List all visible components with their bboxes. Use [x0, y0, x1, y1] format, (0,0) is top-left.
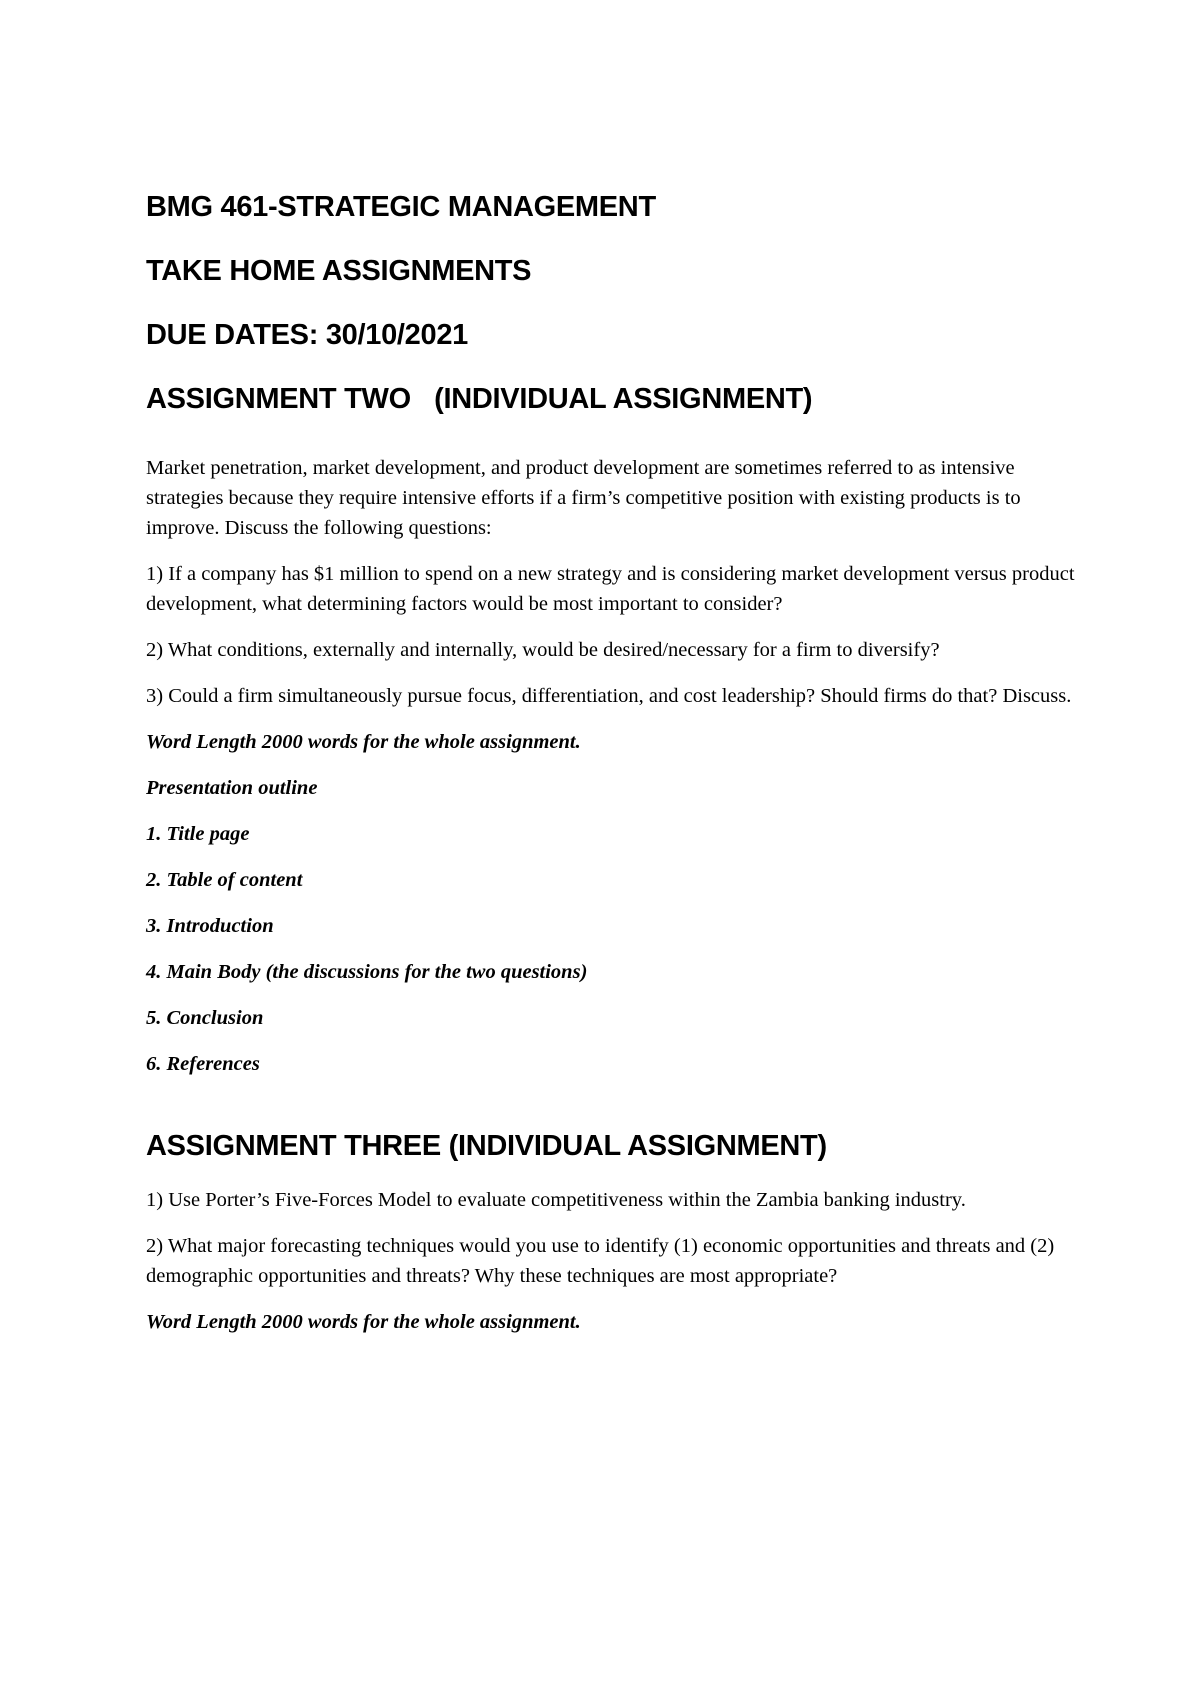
- outline-item: 4. Main Body (the discussions for the two questions): [146, 961, 588, 983]
- assignment-two-question-3: 3) Could a firm simultaneously pursue focus, differentiation, and cost leadership? Should firms do that? Discuss.: [146, 685, 1072, 707]
- presentation-outline-list: [146, 819, 1076, 1079]
- outline-item: 5. Conclusion: [146, 1007, 264, 1029]
- due-dates: DUE DATES: 30/10/2021: [146, 319, 468, 351]
- document-content: [146, 190, 1076, 1353]
- assignment-three-word-length: Word Length 2000 words for the whole assignment.: [146, 1311, 581, 1333]
- assignments-subtitle: TAKE HOME ASSIGNMENTS: [146, 255, 532, 287]
- assignment-two-question-1: 1) If a company has $1 million to spend on a new strategy and is considering market development versus product development, what determining factors would be most important to consider?: [146, 563, 1075, 615]
- assignment-two-heading: ASSIGNMENT TWO (INDIVIDUAL ASSIGNMENT): [146, 383, 813, 415]
- assignment-two-question-2: 2) What conditions, externally and internally, would be desired/necessary for a firm to diversify?: [146, 639, 940, 661]
- outline-item: 6. References: [146, 1053, 260, 1075]
- assignment-three-heading: ASSIGNMENT THREE (INDIVIDUAL ASSIGNMENT): [146, 1130, 827, 1162]
- assignment-three-question-2: 2) What major forecasting techniques would you use to identify (1) economic opportunities and threats and (2) demographic opportunities and threats? Why these techniques are most appropriate?: [146, 1235, 1055, 1287]
- assignment-two-word-length: Word Length 2000 words for the whole assignment.: [146, 731, 581, 753]
- assignment-three-question-1: 1) Use Porter’s Five-Forces Model to evaluate competitiveness within the Zambia banking industry.: [146, 1189, 966, 1211]
- outline-item: 1. Title page: [146, 823, 250, 845]
- outline-item: 2. Table of content: [146, 869, 303, 891]
- presentation-outline-title: Presentation outline: [146, 777, 318, 799]
- course-title: BMG 461-STRATEGIC MANAGEMENT: [146, 191, 656, 223]
- outline-item: 3. Introduction: [146, 915, 274, 937]
- section-spacer: [146, 1095, 1076, 1129]
- assignment-two-intro: Market penetration, market development, and product development are sometimes referred to as intensive strategies because they require intensive efforts if a firm’s competitive position with existing products is to improve. Discuss the following questions:: [146, 457, 1021, 539]
